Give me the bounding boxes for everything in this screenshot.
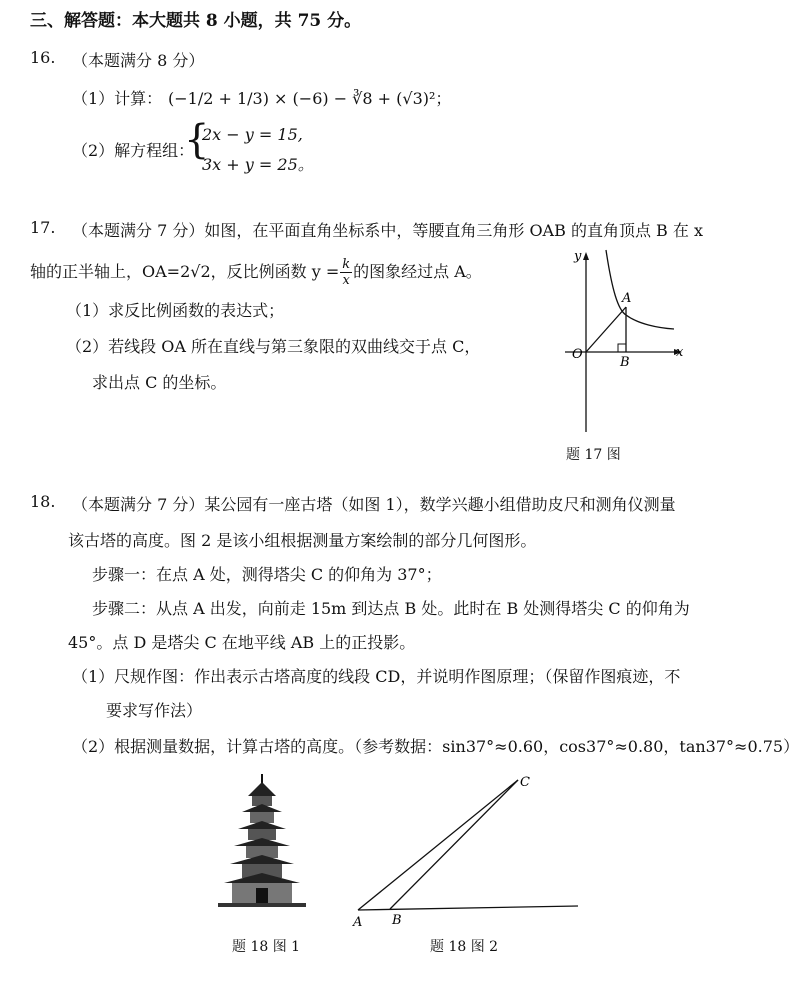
q18-step-2-cont: 45°。点 D 是塔尖 C 在地平线 AB 上的正投影。 bbox=[68, 633, 416, 652]
line-bc bbox=[390, 780, 518, 909]
label-c: C bbox=[520, 775, 530, 790]
q17-line-2-start: 轴的正半轴上，OA=2√2，反比例函数 y = bbox=[30, 262, 340, 281]
q17-number: 17. bbox=[30, 218, 56, 237]
figure-17 bbox=[560, 240, 690, 440]
q18-line-2: 该古塔的高度。图 2 是该小组根据测量方案绘制的部分几何图形。 bbox=[68, 531, 537, 550]
q16-part2-label: （2）解方程组： bbox=[72, 141, 195, 160]
q16-part1-label: （1）计算： bbox=[72, 89, 163, 108]
q18-subquestion-1-cont: 要求写作法） bbox=[106, 701, 203, 720]
q16-header: （本题满分 8 分） bbox=[72, 51, 205, 70]
q18-subquestion-2: （2）根据测量数据，计算古塔的高度。（参考数据：sin37°≈0.60，cos37°≈0.80，tan37°≈0.75） bbox=[72, 737, 799, 756]
pagoda-illustration bbox=[212, 772, 312, 912]
label-a: A bbox=[622, 291, 632, 306]
pagoda-door bbox=[256, 888, 268, 903]
label-b: B bbox=[392, 913, 402, 928]
pagoda-roof bbox=[224, 873, 300, 883]
q17-line-1: （本题满分 7 分）如图，在平面直角坐标系中，等腰直角三角形 OAB 的直角顶点 B 在 x bbox=[72, 221, 703, 240]
q17-line-2 bbox=[30, 258, 482, 287]
system-brace: { bbox=[184, 117, 210, 163]
figure-18-2 bbox=[348, 770, 588, 930]
q17-line-2-end: 的图象经过点 A。 bbox=[353, 262, 482, 281]
figure-17-caption: 题 17 图 bbox=[566, 447, 621, 463]
pagoda-platform bbox=[218, 903, 306, 907]
pagoda-roof bbox=[234, 838, 290, 846]
pagoda-roof bbox=[238, 821, 286, 829]
label-x: x bbox=[676, 345, 684, 360]
q18-line-1: （本题满分 7 分）某公园有一座古塔（如图 1），数学兴趣小组借助皮尺和测角仪测量 bbox=[72, 495, 676, 514]
q16-number: 16. bbox=[30, 48, 56, 67]
fraction-denominator: x bbox=[342, 273, 350, 288]
segment-oa bbox=[586, 307, 626, 352]
right-angle-mark bbox=[618, 344, 626, 352]
label-y: y bbox=[574, 249, 582, 264]
label-o: O bbox=[572, 347, 583, 362]
pagoda-roof bbox=[242, 804, 282, 812]
y-axis-arrow bbox=[583, 252, 589, 260]
figure-18-1-caption: 题 18 图 1 bbox=[232, 939, 301, 955]
pagoda-roof bbox=[230, 855, 294, 864]
q18-number: 18. bbox=[30, 492, 56, 511]
figure-18-2-caption: 题 18 图 2 bbox=[430, 939, 499, 955]
q18-subquestion-1: （1）尺规作图：作出表示古塔高度的线段 CD，并说明作图原理；（保留作图痕迹，不 bbox=[72, 667, 681, 686]
q18-step-1: 步骤一：在点 A 处，测得塔尖 C 的仰角为 37°； bbox=[92, 565, 442, 584]
q16-equation-1: 2x − y = 15, bbox=[202, 125, 303, 144]
label-a: A bbox=[353, 915, 363, 930]
q16-part1-expression: (−1/2 + 1/3) × (−6) − ∛8 + (√3)²； bbox=[168, 89, 452, 108]
pagoda-top-roof bbox=[248, 782, 276, 796]
q17-subquestion-1: （1）求反比例函数的表达式； bbox=[66, 301, 285, 320]
section-heading: 三、解答题：本大题共 8 小题，共 75 分。 bbox=[30, 11, 362, 31]
q17-subquestion-2: （2）若线段 OA 所在直线与第三象限的双曲线交于点 C， bbox=[66, 337, 481, 356]
label-b: B bbox=[620, 355, 630, 370]
q16-equation-2: 3x + y = 25。 bbox=[202, 155, 314, 174]
q17-subquestion-2-cont: 求出点 C 的坐标。 bbox=[92, 373, 227, 392]
fraction-numerator: k bbox=[342, 257, 351, 272]
q18-step-2: 步骤二：从点 A 出发，向前走 15m 到达点 B 处。此时在 B 处测得塔尖 C 的仰角为 bbox=[92, 599, 690, 618]
q17-fraction bbox=[340, 258, 352, 287]
line-ac bbox=[358, 780, 518, 910]
